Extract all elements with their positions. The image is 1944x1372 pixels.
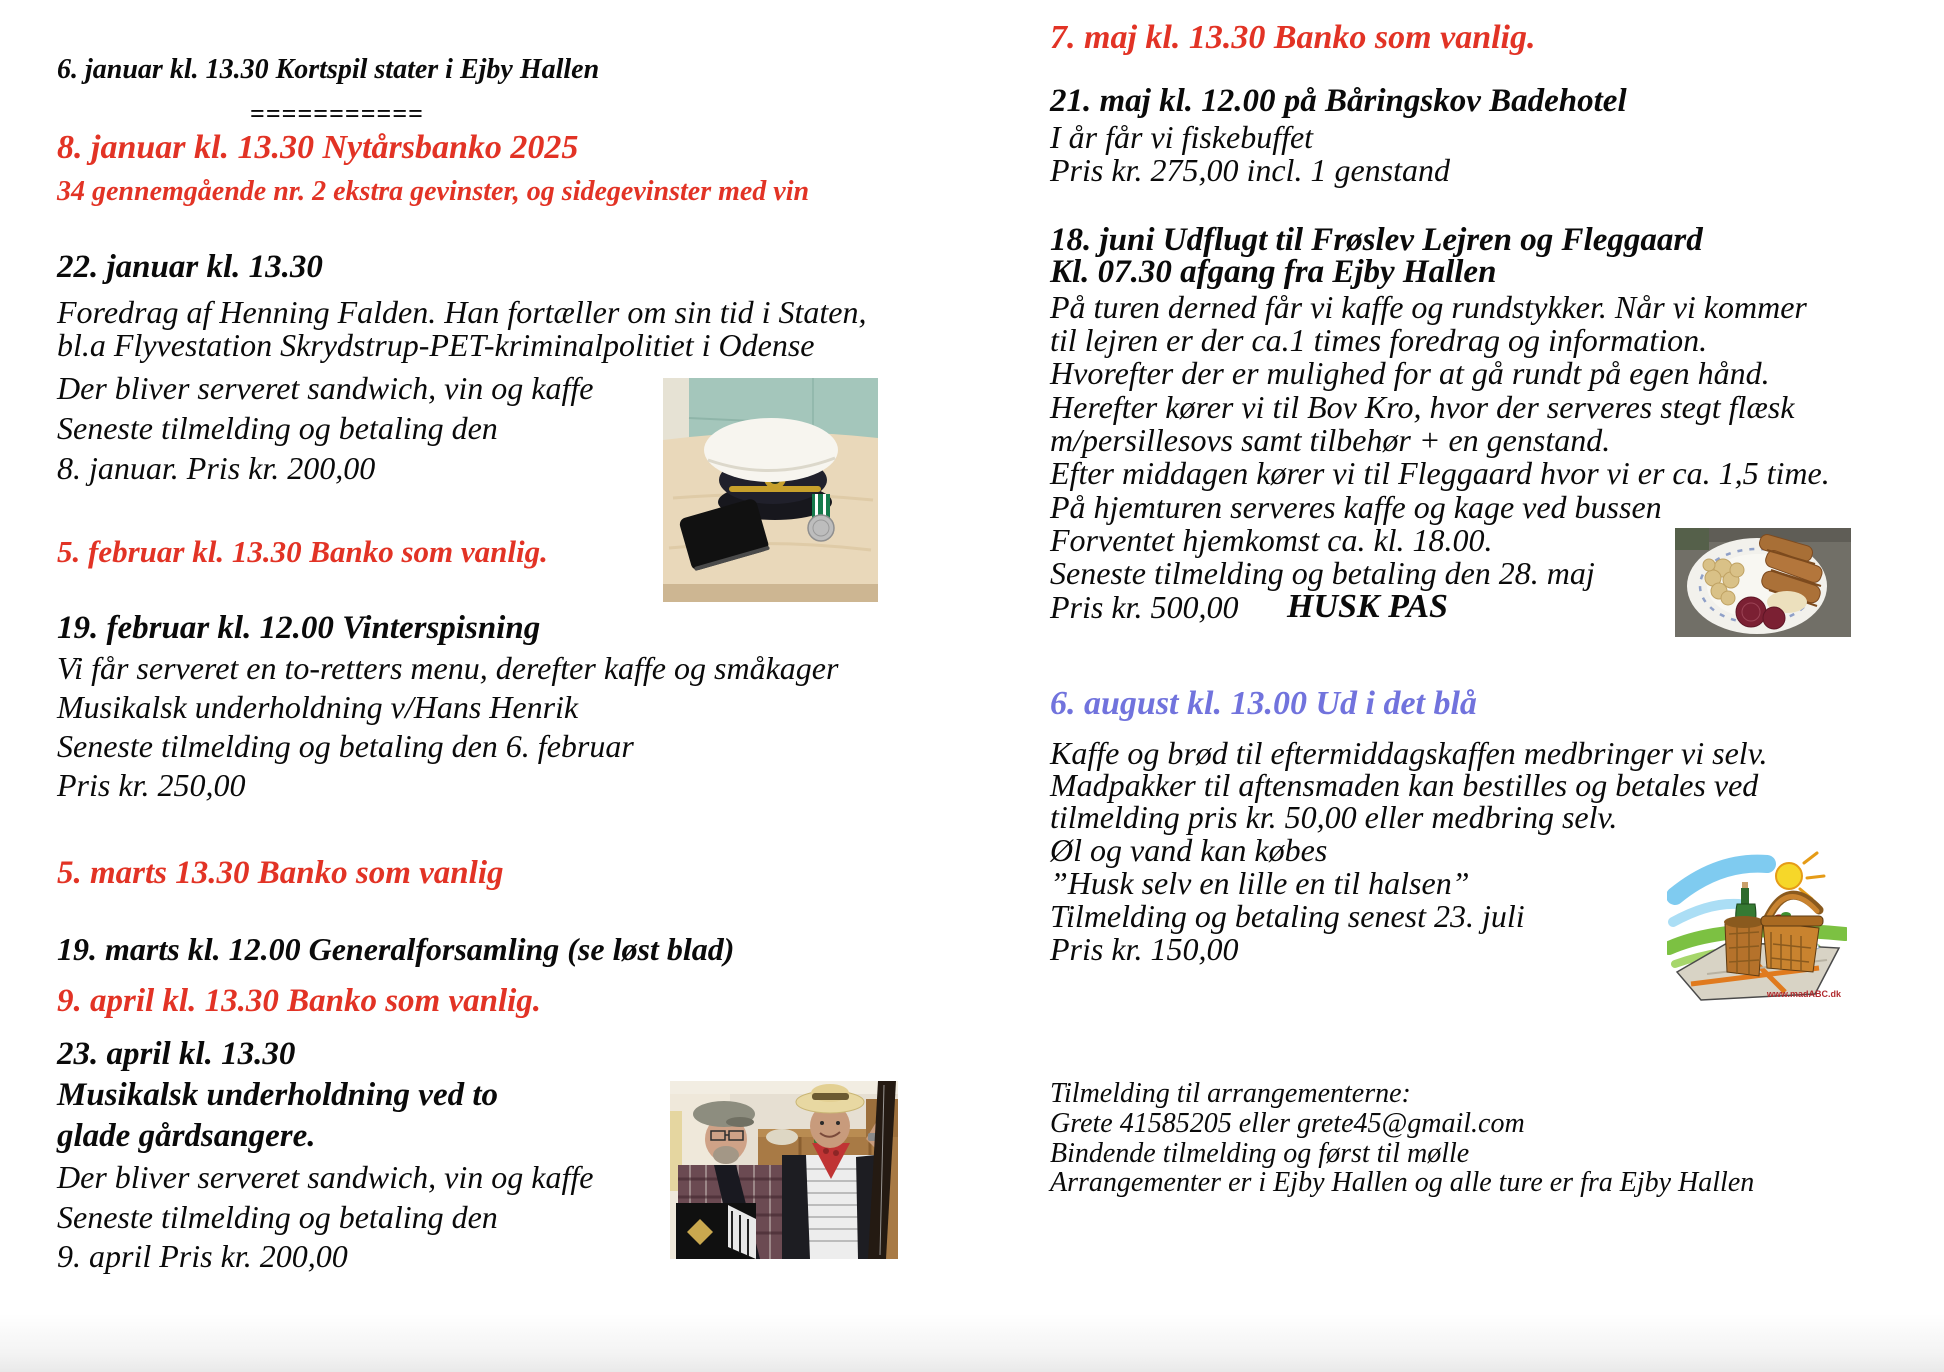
event-apr23-detail: 9. april Pris kr. 200,00	[57, 1238, 348, 1274]
contact-note: Arrangementer er i Ejby Hallen og alle ture er fra Ejby Hallen	[1050, 1167, 1755, 1198]
event-may21-detail: I år får vi fiskebuffet	[1050, 119, 1314, 155]
event-jun18-detail: På hjemturen serveres kaffe og kage ved bussen	[1050, 489, 1662, 525]
event-jun18-detail: m/persillesovs samt tilbehør + en genstand.	[1050, 422, 1611, 458]
navy-cap-photo-art	[663, 378, 878, 602]
event-mar19-heading: 19. marts kl. 12.00 Generalforsamling (se løst blad)	[57, 931, 735, 967]
event-apr23-heading: Musikalsk underholdning ved to	[57, 1077, 499, 1113]
contact-heading: Tilmelding til arrangementerne:	[1050, 1078, 1411, 1109]
event-feb19-detail: Pris kr. 250,00	[57, 767, 246, 803]
event-apr23-detail: Der bliver serveret sandwich, vin og kaffe	[57, 1159, 594, 1195]
event-jan22-detail: Foredrag af Henning Falden. Han fortæller om sin tid i Staten,	[57, 294, 867, 330]
event-jan22-heading: 22. januar kl. 13.30	[57, 249, 323, 285]
clipart-watermark: www.madABC.dk	[1766, 989, 1841, 999]
event-jun18-heading: 18. juni Udflugt til Frøslev Lejren og Fleggaard	[1050, 222, 1703, 258]
event-may7-heading: 7. maj kl. 13.30 Banko som vanlig.	[1050, 19, 1536, 56]
page-bottom-shadow	[0, 1314, 1944, 1372]
event-jun18-detail: Efter middagen kører vi til Fleggaard hvor vi er ca. 1,5 time.	[1050, 455, 1830, 491]
food-plate-photo	[1675, 528, 1851, 637]
event-may21-heading: 21. maj kl. 12.00 på Båringskov Badehotel	[1050, 83, 1627, 119]
event-apr23-detail: Seneste tilmelding og betaling den	[57, 1199, 498, 1235]
singers-photo-art	[670, 1081, 898, 1259]
event-jan8-heading: 8. januar kl. 13.30 Nytårsbanko 2025	[57, 129, 579, 166]
event-jun18-detail: til lejren er der ca.1 times foredrag og information.	[1050, 322, 1708, 358]
event-aug6-detail: Madpakker til aftensmaden kan bestilles og betales ved	[1050, 767, 1759, 803]
event-mar5-heading: 5. marts 13.30 Banko som vanlig	[57, 855, 504, 891]
event-aug6-detail: Kaffe og brød til eftermiddagskaffen medbringer vi selv.	[1050, 735, 1768, 771]
event-jun18-detail: Herefter kører vi til Bov Kro, hvor der serveres stegt flæsk	[1050, 389, 1795, 425]
navy-cap-photo	[663, 378, 878, 602]
event-apr9-heading: 9. april kl. 13.30 Banko som vanlig.	[57, 983, 542, 1019]
event-aug6-detail: ”Husk selv en lille en til halsen”	[1050, 865, 1470, 901]
event-jan22-detail: Seneste tilmelding og betaling den	[57, 410, 498, 446]
event-feb19-detail: Seneste tilmelding og betaling den 6. februar	[57, 728, 634, 764]
event-may21-detail: Pris kr. 275,00 incl. 1 genstand	[1050, 152, 1450, 188]
event-jun18-detail: Seneste tilmelding og betaling den 28. maj	[1050, 555, 1595, 591]
event-apr23-heading: glade gårdsangere.	[57, 1118, 316, 1154]
event-feb19-detail: Vi får serveret en to-retters menu, derefter kaffe og småkager	[57, 650, 839, 686]
event-aug6-detail: Tilmelding og betaling senest 23. juli	[1050, 898, 1525, 934]
picnic-basket-art	[1667, 850, 1847, 1003]
food-plate-photo-art	[1675, 528, 1851, 637]
event-jun18-detail: Forventet hjemkomst ca. kl. 18.00.	[1050, 522, 1493, 558]
event-jun18-detail: Pris kr. 500,00	[1050, 589, 1239, 625]
event-jun18-heading: Kl. 07.30 afgang fra Ejby Hallen	[1050, 254, 1497, 290]
event-aug6-detail: Pris kr. 150,00	[1050, 931, 1239, 967]
event-apr23-heading: 23. april kl. 13.30	[57, 1036, 296, 1072]
event-jan22-detail: 8. januar. Pris kr. 200,00	[57, 450, 376, 486]
event-jun18-detail: Hvorefter der er mulighed for at gå rundt på egen hånd.	[1050, 355, 1770, 391]
event-aug6-detail: Øl og vand kan købes	[1050, 832, 1328, 868]
event-aug6-detail: tilmelding pris kr. 50,00 eller medbring selv.	[1050, 799, 1618, 835]
event-jan8-detail: 34 gennemgående nr. 2 ekstra gevinster, og sidegevinster med vin	[57, 176, 810, 207]
event-feb19-heading: 19. februar kl. 12.00 Vinterspisning	[57, 610, 541, 646]
event-jun18-detail: På turen derned får vi kaffe og rundstykker. Når vi kommer	[1050, 289, 1807, 325]
event-aug6-heading: 6. august kl. 13.00 Ud i det blå	[1050, 685, 1477, 722]
event-jan6-heading: 6. januar kl. 13.30 Kortspil stater i Ejby Hallen	[57, 54, 600, 85]
contact-note: Bindende tilmelding og først til mølle	[1050, 1138, 1470, 1169]
divider: ===========	[250, 99, 424, 128]
picnic-basket-clipart	[1667, 850, 1847, 1003]
event-feb5-heading: 5. februar kl. 13.30 Banko som vanlig.	[57, 534, 548, 569]
event-jan22-detail: bl.a Flyvestation Skrydstrup-PET-kriminalpolitiet i Odense	[57, 327, 815, 363]
event-jan22-detail: Der bliver serveret sandwich, vin og kaffe	[57, 370, 594, 406]
event-feb19-detail: Musikalsk underholdning v/Hans Henrik	[57, 689, 579, 725]
contact-phone-email: Grete 41585205 eller grete45@gmail.com	[1050, 1108, 1525, 1139]
husk-pas-note: HUSK PAS	[1287, 588, 1448, 625]
singers-photo	[670, 1081, 898, 1259]
